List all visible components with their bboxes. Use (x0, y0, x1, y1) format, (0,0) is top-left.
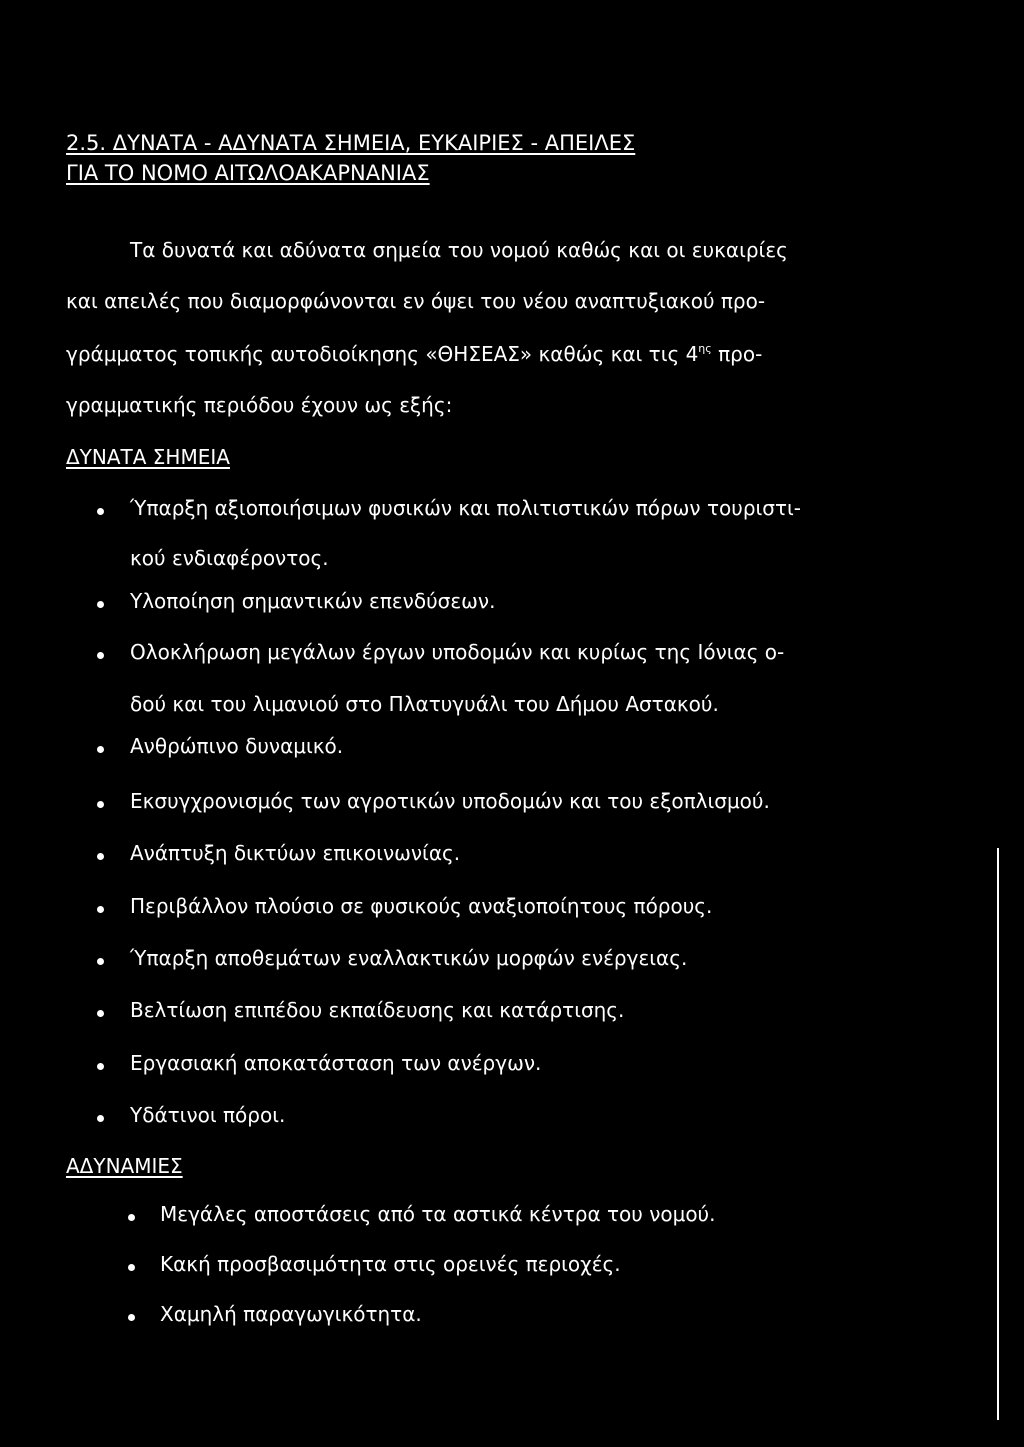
bullet-icon (97, 601, 104, 608)
list-item-line-1: Περιβάλλον πλούσιο σε φυσικούς αναξιοποίητους πόρους. (130, 894, 713, 918)
bullet-icon (128, 1314, 135, 1321)
scan-edge-line (997, 848, 999, 1420)
weaknesses-title: ΑΔΥΝΑΜΙΕΣ (66, 1154, 183, 1178)
intro-line-1: Τα δυνατά και αδύνατα σημεία του νομού καθώς και οι ευκαιρίες (130, 238, 788, 262)
bullet-icon (97, 1115, 104, 1122)
intro-line-3-text: γράμματος τοπικής αυτοδιοίκησης «ΘΗΣΕΑΣ» καθώς και τις 4 (66, 342, 699, 366)
bullet-icon (97, 652, 104, 659)
bullet-icon (97, 508, 104, 515)
intro-line-4: γραμματικής περιόδου έχουν ως εξής: (66, 393, 453, 417)
bullet-icon (97, 958, 104, 965)
list-item-line-2: δού και του λιμανιού στο Πλατυγυάλι του Δήμου Αστακού. (130, 692, 719, 716)
list-item-line-1: Κακή προσβασιμότητα στις ορεινές περιοχές. (160, 1252, 621, 1276)
bullet-icon (128, 1214, 135, 1221)
list-item-line-2: κού ενδιαφέροντος. (130, 546, 329, 570)
bullet-icon (128, 1264, 135, 1271)
bullet-icon (97, 1010, 104, 1017)
list-item-line-1: Υδάτινοι πόροι. (130, 1103, 286, 1127)
intro-line-3-superscript: ης (698, 342, 712, 355)
list-item-line-1: Ύπαρξη αξιοποιήσιμων φυσικών και πολιτιστικών πόρων τουριστι- (130, 496, 801, 520)
list-item-line-1: Ανάπτυξη δικτύων επικοινωνίας. (130, 841, 461, 865)
list-item-line-1: Μεγάλες αποστάσεις από τα αστικά κέντρα του νομού. (160, 1202, 716, 1226)
section-heading-line-2: ΓΙΑ ΤΟ ΝΟΜΟ ΑΙΤΩΛΟΑΚΑΡΝΑΝΙΑΣ (66, 161, 430, 185)
list-item-line-1: Χαμηλή παραγωγικότητα. (160, 1302, 422, 1326)
list-item-line-1: Ανθρώπινο δυναμικό. (130, 734, 344, 758)
bullet-icon (97, 746, 104, 753)
list-item-line-1: Ύπαρξη αποθεμάτων εναλλακτικών μορφών ενέργειας. (130, 946, 688, 970)
intro-line-3-end: προ- (711, 342, 763, 366)
strengths-title: ΔΥΝΑΤΑ ΣΗΜΕΙΑ (66, 445, 230, 469)
list-item-line-1: Εργασιακή αποκατάσταση των ανέργων. (130, 1051, 542, 1075)
bullet-icon (97, 1063, 104, 1070)
list-item-line-1: Εκσυγχρονισμός των αγροτικών υποδομών και του εξοπλισμού. (130, 789, 770, 813)
bullet-icon (97, 906, 104, 913)
list-item-line-1: Βελτίωση επιπέδου εκπαίδευσης και κατάρτισης. (130, 998, 625, 1022)
list-item-line-1: Ολοκλήρωση μεγάλων έργων υποδομών και κυρίως της Ιόνιας ο- (130, 640, 785, 664)
list-item-line-1: Υλοποίηση σημαντικών επενδύσεων. (130, 589, 496, 613)
section-heading-line-1: 2.5. ΔΥΝΑΤΑ - ΑΔΥΝΑΤΑ ΣΗΜΕΙΑ, ΕΥΚΑΙΡΙΕΣ - ΑΠΕΙΛΕΣ (66, 131, 636, 155)
bullet-icon (97, 801, 104, 808)
intro-line-3 (66, 340, 762, 368)
bullet-icon (97, 853, 104, 860)
intro-line-2: και απειλές που διαμορφώνονται εν όψει του νέου αναπτυξιακού προ- (66, 289, 766, 313)
